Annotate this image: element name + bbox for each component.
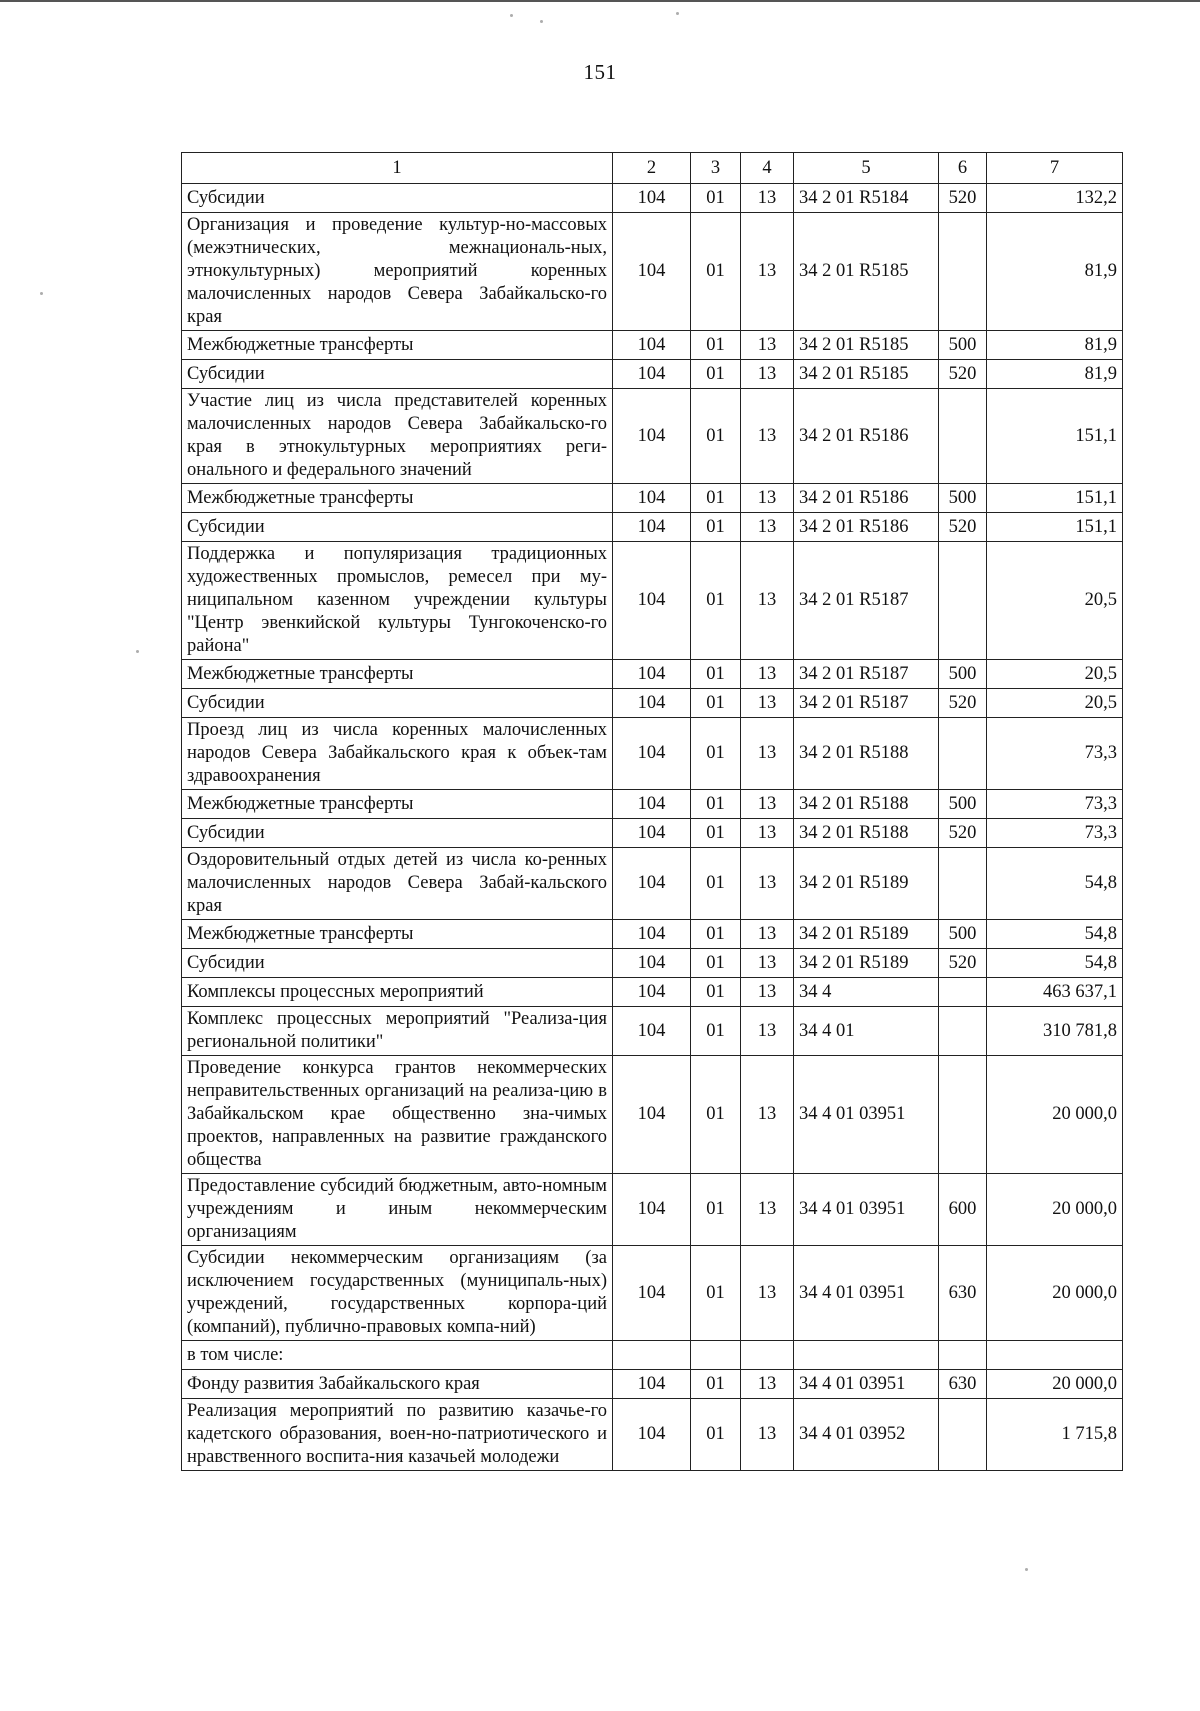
row-expense-type-cell: 520 <box>939 360 987 389</box>
row-amount-cell: 73,3 <box>987 718 1123 790</box>
row-expense-type-cell: 520 <box>939 819 987 848</box>
row-amount-cell: 20,5 <box>987 660 1123 689</box>
row-name-cell: Субсидии <box>182 513 613 542</box>
table-row <box>182 1341 1123 1370</box>
row-subsection-cell: 01 <box>691 949 741 978</box>
row-subsection-cell: 01 <box>691 331 741 360</box>
row-name-cell: Субсидии <box>182 184 613 213</box>
row-expense-type-cell <box>939 1056 987 1174</box>
page-number: 151 <box>583 60 617 84</box>
row-subsection-cell: 01 <box>691 1007 741 1056</box>
row-subsection-cell: 01 <box>691 848 741 920</box>
row-section-cell: 104 <box>613 689 691 718</box>
table-row <box>182 819 1123 848</box>
row-target-article-cell: 34 2 01 R5189 <box>794 920 939 949</box>
row-amount-cell: 81,9 <box>987 213 1123 331</box>
row-col4-cell: 13 <box>741 542 794 660</box>
row-col4-cell: 13 <box>741 1246 794 1341</box>
row-expense-type-cell: 520 <box>939 949 987 978</box>
row-target-article-cell: 34 4 01 <box>794 1007 939 1056</box>
row-name-cell: Проезд лиц из числа коренных малочисленных народов Севера Забайкальского края к объек-там здравоохранения <box>182 718 613 790</box>
row-subsection-cell: 01 <box>691 542 741 660</box>
row-name-cell: Межбюджетные трансферты <box>182 790 613 819</box>
row-section-cell: 104 <box>613 360 691 389</box>
page-top-edge <box>0 0 1200 2</box>
table-header-row <box>182 153 1123 184</box>
row-section-cell: 104 <box>613 513 691 542</box>
row-amount-cell: 81,9 <box>987 360 1123 389</box>
row-col4-cell: 13 <box>741 513 794 542</box>
row-section-cell: 104 <box>613 1246 691 1341</box>
row-amount-cell: 73,3 <box>987 790 1123 819</box>
row-target-article-cell: 34 2 01 R5186 <box>794 389 939 484</box>
row-target-article-cell: 34 2 01 R5187 <box>794 689 939 718</box>
row-name-cell: Субсидии <box>182 949 613 978</box>
row-col4-cell: 13 <box>741 790 794 819</box>
row-section-cell: 104 <box>613 790 691 819</box>
row-name-cell: Комплексы процессных мероприятий <box>182 978 613 1007</box>
table-row <box>182 920 1123 949</box>
table-row <box>182 1056 1123 1174</box>
table-row <box>182 1399 1123 1471</box>
row-subsection-cell: 01 <box>691 920 741 949</box>
row-amount-cell: 54,8 <box>987 920 1123 949</box>
row-name-cell: Межбюджетные трансферты <box>182 660 613 689</box>
row-expense-type-cell: 520 <box>939 689 987 718</box>
row-subsection-cell: 01 <box>691 689 741 718</box>
scan-speck <box>136 650 139 653</box>
row-amount-cell <box>987 1341 1123 1370</box>
row-target-article-cell: 34 2 01 R5185 <box>794 331 939 360</box>
row-section-cell: 104 <box>613 718 691 790</box>
row-amount-cell: 310 781,8 <box>987 1007 1123 1056</box>
row-col4-cell: 13 <box>741 848 794 920</box>
row-col4-cell: 13 <box>741 1056 794 1174</box>
row-section-cell: 104 <box>613 1007 691 1056</box>
row-expense-type-cell: 520 <box>939 513 987 542</box>
row-section-cell: 104 <box>613 920 691 949</box>
row-subsection-cell: 01 <box>691 978 741 1007</box>
row-target-article-cell: 34 2 01 R5184 <box>794 184 939 213</box>
table-row <box>182 331 1123 360</box>
row-expense-type-cell <box>939 1007 987 1056</box>
row-col4-cell: 13 <box>741 331 794 360</box>
row-name-cell: Проведение конкурса грантов некоммерческих неправительственных организаций на реализа-цию в Забайкальском крае общественно зна-чимых проектов, направленных на развитие гражданского общества <box>182 1056 613 1174</box>
row-col4-cell <box>741 1341 794 1370</box>
row-name-cell: Оздоровительный отдых детей из числа ко-ренных малочисленных народов Севера Забай-кальского края <box>182 848 613 920</box>
scan-speck <box>1025 1568 1028 1571</box>
row-col4-cell: 13 <box>741 718 794 790</box>
row-subsection-cell <box>691 1341 741 1370</box>
table-row <box>182 848 1123 920</box>
row-amount-cell: 54,8 <box>987 848 1123 920</box>
row-amount-cell: 20,5 <box>987 689 1123 718</box>
row-amount-cell: 20 000,0 <box>987 1174 1123 1246</box>
row-name-cell: Межбюджетные трансферты <box>182 331 613 360</box>
row-expense-type-cell: 500 <box>939 484 987 513</box>
row-section-cell: 104 <box>613 848 691 920</box>
row-col4-cell: 13 <box>741 184 794 213</box>
row-col4-cell: 13 <box>741 213 794 331</box>
row-section-cell: 104 <box>613 184 691 213</box>
row-name-cell: Субсидии <box>182 689 613 718</box>
header-cell: 3 <box>691 153 741 184</box>
row-amount-cell: 1 715,8 <box>987 1399 1123 1471</box>
row-subsection-cell: 01 <box>691 389 741 484</box>
row-expense-type-cell <box>939 542 987 660</box>
row-section-cell: 104 <box>613 819 691 848</box>
row-section-cell <box>613 1341 691 1370</box>
row-col4-cell: 13 <box>741 978 794 1007</box>
row-target-article-cell: 34 2 01 R5185 <box>794 360 939 389</box>
row-expense-type-cell: 500 <box>939 331 987 360</box>
row-target-article-cell: 34 2 01 R5185 <box>794 213 939 331</box>
row-expense-type-cell: 500 <box>939 920 987 949</box>
table-row <box>182 484 1123 513</box>
table-body <box>182 184 1123 1471</box>
row-name-cell: Поддержка и популяризация традиционных художественных промыслов, ремесел при му-ниципальном казенном учреждении культуры "Центр эвенкийской культуры Тунгокоченско-го района" <box>182 542 613 660</box>
row-col4-cell: 13 <box>741 1370 794 1399</box>
row-name-cell: Межбюджетные трансферты <box>182 484 613 513</box>
row-subsection-cell: 01 <box>691 1399 741 1471</box>
row-expense-type-cell <box>939 1399 987 1471</box>
row-amount-cell: 20 000,0 <box>987 1246 1123 1341</box>
row-target-article-cell: 34 2 01 R5189 <box>794 848 939 920</box>
row-name-cell: Комплекс процессных мероприятий "Реализа-ция региональной политики" <box>182 1007 613 1056</box>
row-name-cell: Субсидии <box>182 360 613 389</box>
row-expense-type-cell <box>939 978 987 1007</box>
row-name-cell: Реализация мероприятий по развитию казачье-го кадетского образования, воен-но-патриотического и нравственного воспита-ния казачьей молодежи <box>182 1399 613 1471</box>
row-section-cell: 104 <box>613 542 691 660</box>
row-section-cell: 104 <box>613 331 691 360</box>
row-name-cell: Фонду развития Забайкальского края <box>182 1370 613 1399</box>
row-col4-cell: 13 <box>741 1007 794 1056</box>
row-amount-cell: 151,1 <box>987 513 1123 542</box>
table-row <box>182 1174 1123 1246</box>
row-name-cell: Организация и проведение культур-но-массовых (межэтнических, межнациональ-ных, этнокультурных) мероприятий коренных малочисленных народов Севера Забайкальско-го края <box>182 213 613 331</box>
table-row <box>182 513 1123 542</box>
row-subsection-cell: 01 <box>691 484 741 513</box>
row-name-cell: в том числе: <box>182 1341 613 1370</box>
row-name-cell: Предоставление субсидий бюджетным, авто-номным учреждениям и иным некоммерческим организациям <box>182 1174 613 1246</box>
scan-speck <box>510 14 513 17</box>
table-row <box>182 389 1123 484</box>
row-target-article-cell <box>794 1341 939 1370</box>
row-col4-cell: 13 <box>741 920 794 949</box>
row-subsection-cell: 01 <box>691 819 741 848</box>
table-row <box>182 978 1123 1007</box>
row-section-cell: 104 <box>613 978 691 1007</box>
row-expense-type-cell: 630 <box>939 1370 987 1399</box>
row-expense-type-cell: 500 <box>939 660 987 689</box>
row-subsection-cell: 01 <box>691 1174 741 1246</box>
table-row <box>182 689 1123 718</box>
row-subsection-cell: 01 <box>691 1370 741 1399</box>
row-amount-cell: 151,1 <box>987 484 1123 513</box>
scan-speck <box>540 20 543 23</box>
scan-speck <box>676 12 679 15</box>
row-col4-cell: 13 <box>741 1174 794 1246</box>
row-col4-cell: 13 <box>741 819 794 848</box>
row-subsection-cell: 01 <box>691 1246 741 1341</box>
row-expense-type-cell: 600 <box>939 1174 987 1246</box>
row-target-article-cell: 34 4 01 03951 <box>794 1174 939 1246</box>
row-expense-type-cell <box>939 389 987 484</box>
row-section-cell: 104 <box>613 1399 691 1471</box>
row-expense-type-cell: 500 <box>939 790 987 819</box>
row-section-cell: 104 <box>613 389 691 484</box>
header-cell: 7 <box>987 153 1123 184</box>
row-name-cell: Участие лиц из числа представителей коренных малочисленных народов Севера Забайкальско-го края в этнокультурных мероприятиях реги-онального и федерального значений <box>182 389 613 484</box>
header-cell: 4 <box>741 153 794 184</box>
row-target-article-cell: 34 2 01 R5188 <box>794 819 939 848</box>
table-row <box>182 1370 1123 1399</box>
table-row <box>182 542 1123 660</box>
row-section-cell: 104 <box>613 949 691 978</box>
row-subsection-cell: 01 <box>691 213 741 331</box>
row-amount-cell: 73,3 <box>987 819 1123 848</box>
table-row <box>182 949 1123 978</box>
row-subsection-cell: 01 <box>691 513 741 542</box>
row-target-article-cell: 34 2 01 R5186 <box>794 513 939 542</box>
row-amount-cell: 20 000,0 <box>987 1056 1123 1174</box>
row-col4-cell: 13 <box>741 389 794 484</box>
row-section-cell: 104 <box>613 1174 691 1246</box>
table-row <box>182 213 1123 331</box>
table-row <box>182 1246 1123 1341</box>
row-amount-cell: 20 000,0 <box>987 1370 1123 1399</box>
scan-speck <box>40 292 43 295</box>
row-target-article-cell: 34 2 01 R5189 <box>794 949 939 978</box>
row-target-article-cell: 34 4 01 03951 <box>794 1370 939 1399</box>
row-section-cell: 104 <box>613 1056 691 1174</box>
row-subsection-cell: 01 <box>691 718 741 790</box>
row-target-article-cell: 34 2 01 R5188 <box>794 718 939 790</box>
row-name-cell: Субсидии некоммерческим организациям (за исключением государственных (муниципаль-ных) учреждений, государственных корпора-ций (компаний), публично-правовых компа-ний) <box>182 1246 613 1341</box>
row-expense-type-cell <box>939 213 987 331</box>
row-target-article-cell: 34 2 01 R5186 <box>794 484 939 513</box>
table-row <box>182 360 1123 389</box>
row-section-cell: 104 <box>613 484 691 513</box>
row-expense-type-cell <box>939 718 987 790</box>
table-row <box>182 660 1123 689</box>
table-row <box>182 718 1123 790</box>
row-col4-cell: 13 <box>741 949 794 978</box>
row-amount-cell: 81,9 <box>987 331 1123 360</box>
row-target-article-cell: 34 4 01 03951 <box>794 1056 939 1174</box>
row-target-article-cell: 34 4 01 03951 <box>794 1246 939 1341</box>
header-cell: 1 <box>182 153 613 184</box>
row-section-cell: 104 <box>613 1370 691 1399</box>
row-col4-cell: 13 <box>741 660 794 689</box>
row-name-cell: Межбюджетные трансферты <box>182 920 613 949</box>
row-expense-type-cell <box>939 848 987 920</box>
row-name-cell: Субсидии <box>182 819 613 848</box>
table-row <box>182 1007 1123 1056</box>
budget-table <box>181 152 1123 1471</box>
row-amount-cell: 151,1 <box>987 389 1123 484</box>
row-expense-type-cell: 630 <box>939 1246 987 1341</box>
row-subsection-cell: 01 <box>691 660 741 689</box>
row-target-article-cell: 34 2 01 R5187 <box>794 660 939 689</box>
row-expense-type-cell: 520 <box>939 184 987 213</box>
row-subsection-cell: 01 <box>691 360 741 389</box>
row-col4-cell: 13 <box>741 484 794 513</box>
row-subsection-cell: 01 <box>691 1056 741 1174</box>
header-cell: 2 <box>613 153 691 184</box>
row-target-article-cell: 34 2 01 R5187 <box>794 542 939 660</box>
row-col4-cell: 13 <box>741 360 794 389</box>
header-cell: 5 <box>794 153 939 184</box>
row-section-cell: 104 <box>613 660 691 689</box>
row-section-cell: 104 <box>613 213 691 331</box>
row-amount-cell: 20,5 <box>987 542 1123 660</box>
row-amount-cell: 132,2 <box>987 184 1123 213</box>
row-amount-cell: 54,8 <box>987 949 1123 978</box>
row-target-article-cell: 34 2 01 R5188 <box>794 790 939 819</box>
row-target-article-cell: 34 4 <box>794 978 939 1007</box>
table-row <box>182 790 1123 819</box>
table-row <box>182 184 1123 213</box>
row-subsection-cell: 01 <box>691 184 741 213</box>
row-target-article-cell: 34 4 01 03952 <box>794 1399 939 1471</box>
row-col4-cell: 13 <box>741 1399 794 1471</box>
row-col4-cell: 13 <box>741 689 794 718</box>
row-amount-cell: 463 637,1 <box>987 978 1123 1007</box>
row-expense-type-cell <box>939 1341 987 1370</box>
row-subsection-cell: 01 <box>691 790 741 819</box>
header-cell: 6 <box>939 153 987 184</box>
